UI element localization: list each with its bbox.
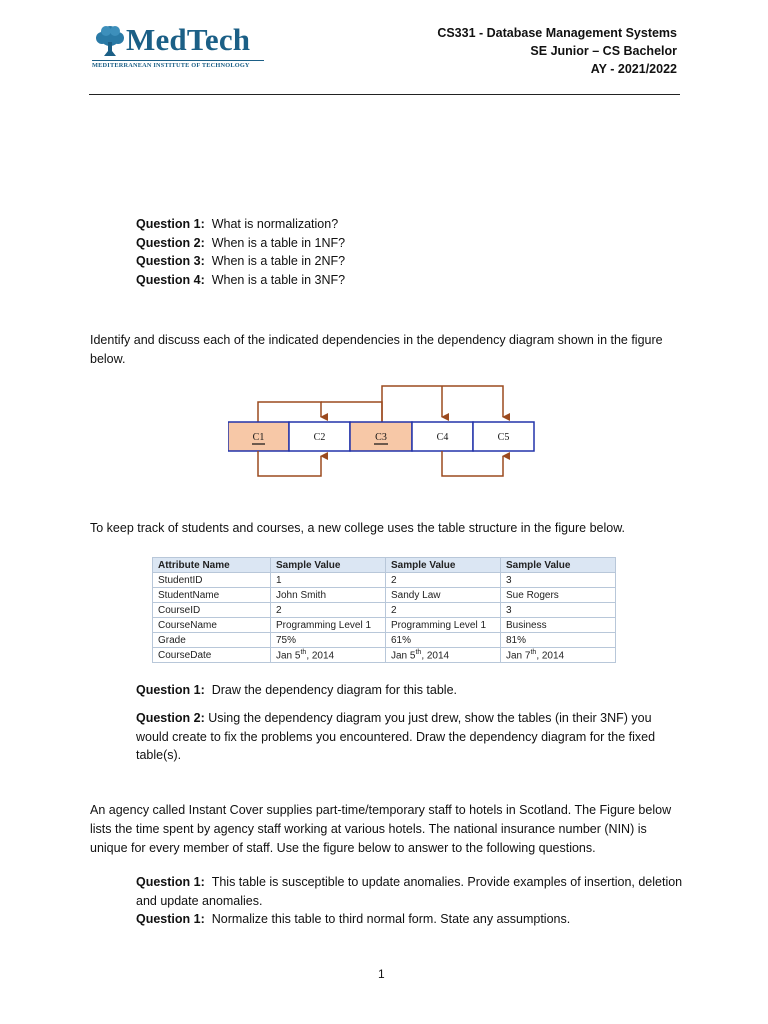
question-item: Question 2: When is a table in 1NF? [136,235,346,250]
table-row: Grade 75% 61% 81% [153,633,616,648]
attribute-label-c2: C2 [313,432,326,443]
table-row: CourseID 2 2 3 [153,603,616,618]
table-row: CourseDate Jan 5th, 2014 Jan 5th, 2014 Jan 7th, 2014 [153,648,616,663]
table-question-2: Question 2: Using the dependency diagram you just drew, show the tables (in their 3NF) you would create to fix the problems you encountered. Draw the dependency diagram for the fixed table(s). [136,711,656,762]
program-name: SE Junior – CS Bachelor [530,44,677,58]
student-course-table [152,557,616,663]
dependency-intro: Identify and discuss each of the indicated dependencies in the dependency diagram shown in the figure below. [90,333,663,366]
table-row: StudentName John Smith Sandy Law Sue Rogers [153,588,616,603]
question-item: Question 4: When is a table in 3NF? [136,272,346,287]
logo-name: MedTech [126,22,251,57]
question-item: Question 1: What is normalization? [136,217,339,231]
page-number: 1 [378,967,385,981]
agency-questions: Question 1: This table is susceptible to update anomalies. Provide examples of insertion, deletion and update anomalies. Question 1: Normalize this table to third normal form. State any assumptions. [136,875,683,926]
bottom-dependency-arrows [258,451,503,476]
header-divider [89,94,680,95]
logo [92,24,272,72]
table-row: StudentID 1 2 3 [153,573,616,588]
table-question-1: Question 1: Draw the dependency diagram for this table. [136,683,457,697]
dependency-diagram [228,383,538,481]
table-intro: To keep track of students and courses, a new college uses the table structure in the figure below. [90,521,626,535]
top-dependency-arrows [258,386,503,422]
attribute-label-c5: C5 [497,432,510,443]
table-row: CourseName Programming Level 1 Programming Level 1 Business [153,618,616,633]
attribute-label-c1: C1 [252,432,265,443]
attribute-label-c3: C3 [375,432,387,443]
question-list [136,215,345,289]
question-item: Question 3: When is a table in 2NF? [136,254,346,268]
agency-intro: An agency called Instant Cover supplies part-time/temporary staff to hotels in Scotland. The Figure below lists the time spent by agency staff working at various hotels. The national insurance number (NIN) is unique for every member of staff. Use the figure below to answer to the following questions. [90,803,672,855]
logo-subtitle: MEDITERRANEAN INSTITUTE OF TECHNOLOGY [92,60,264,69]
attribute-label-c4: C4 [436,432,449,443]
table-header-row: Attribute Name Sample Value Sample Value Sample Value [153,558,616,573]
tree-logo-icon [92,24,128,58]
course-title: CS331 - Database Management Systems [437,26,677,40]
header-info [437,24,677,78]
academic-year: AY - 2021/2022 [590,62,677,76]
